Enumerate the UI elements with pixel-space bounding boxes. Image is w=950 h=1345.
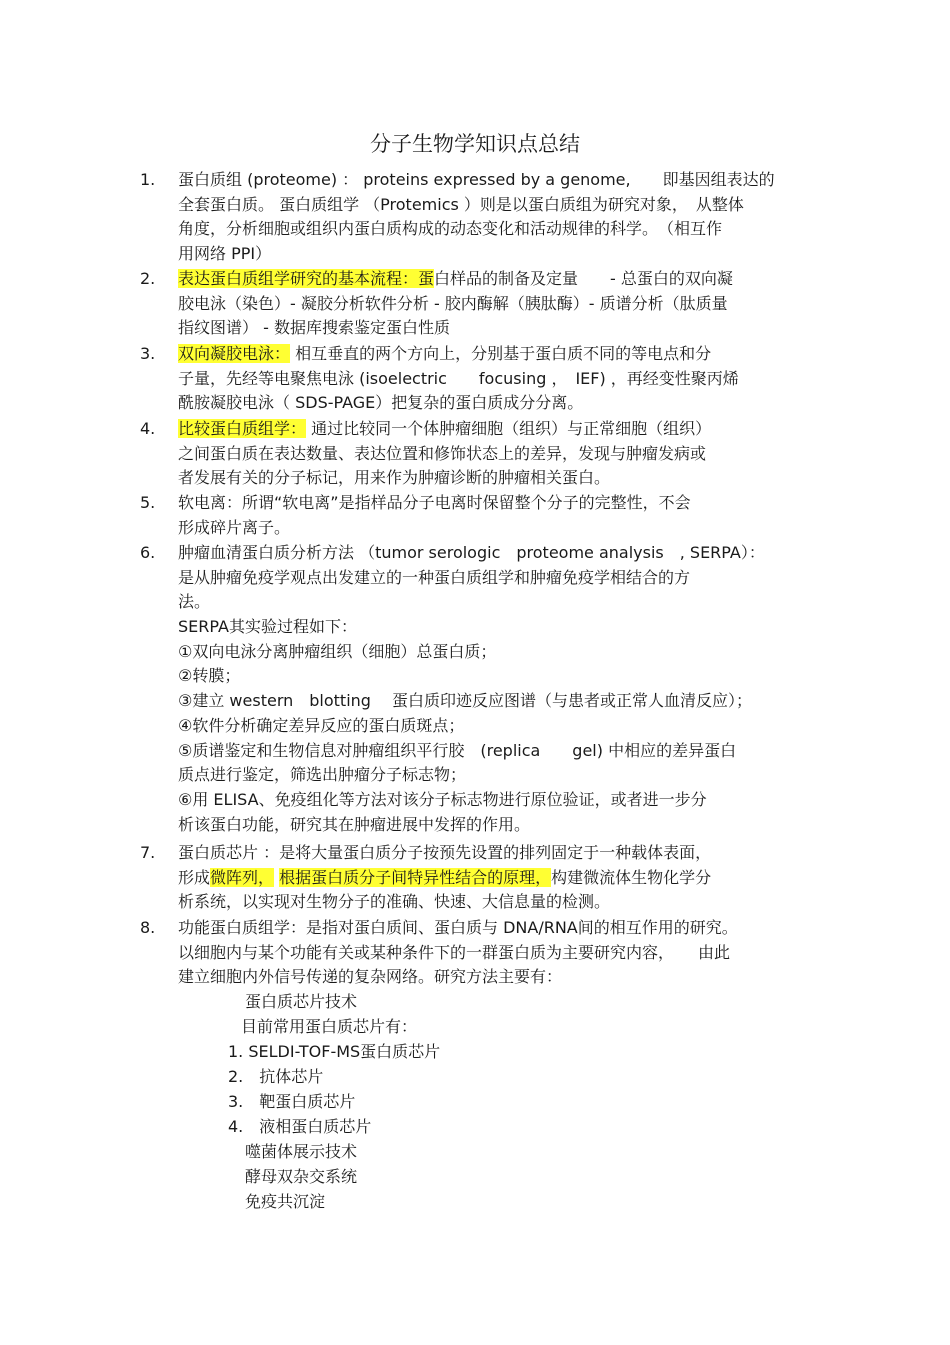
- text-run: 白样品的制备及定量 - 总蛋白的双向凝: [434, 269, 733, 288]
- text-line: 析系统，以实现对生物分子的准确、快速、大信息量的检测。: [178, 892, 611, 912]
- list-item: [140, 267, 820, 341]
- text-line: 角度，分析细胞或组织内蛋白质构成的动态变化和活动规律的科学。 （相互作: [178, 219, 723, 239]
- item-number: 2.: [140, 269, 156, 288]
- highlighted-term: 根据蛋白质分子间特异性结合的原理，: [279, 867, 552, 887]
- chip-item: 1. SELDI-TOF-MS蛋白质芯片: [228, 1042, 441, 1061]
- item-number: 4.: [140, 419, 156, 438]
- text-line: 蛋白质芯片 ：是将大量蛋白质分子按预先设置的排列固定于一种载体表面，: [178, 843, 712, 862]
- text-line: ④软件分析确定差异反应的蛋白质斑点；: [178, 715, 465, 735]
- text-line: 指纹图谱） - 数据库搜索鉴定蛋白性质: [178, 318, 450, 338]
- text-line: 者发展有关的分子标记，用来作为肿瘤诊断的肿瘤相关蛋白。: [178, 468, 611, 488]
- chip-item: 4. 液相蛋白质芯片: [228, 1117, 372, 1136]
- highlighted-term: 表达蛋白质组学研究的基本流程：蛋: [178, 269, 435, 288]
- text-line: 软电离：所谓“软电离”是指样品分子电离时保留整个分子的完整性，不会: [178, 493, 691, 512]
- text-line: 肿瘤血清蛋白质分析方法 （tumor serologic proteome analysis , SERPA）：: [178, 543, 765, 562]
- highlighted-term: 比较蛋白质组学：: [178, 419, 307, 438]
- list-item: [140, 541, 820, 837]
- list-item: [140, 168, 820, 267]
- text-line: ①双向电泳分离肿瘤组织（细胞）总蛋白质；: [178, 641, 497, 661]
- item-number: 3.: [140, 344, 156, 363]
- list-item: [140, 491, 820, 540]
- item-number: 8.: [140, 918, 156, 937]
- text-line: 功能蛋白质组学：是指对蛋白质间、蛋白质与 DNA/RNA间的相互作用的研究。: [178, 918, 738, 937]
- text-line: 法。: [178, 592, 211, 612]
- text-line: 酰胺凝胶电泳（ SDS-PAGE）把复杂的蛋白质成分分离。: [178, 393, 584, 413]
- method-common-chips: 目前常用蛋白质芯片有：: [241, 1017, 418, 1036]
- text-line: 蛋白质组 (proteome) ： proteins expressed by a genome, 即基因组表达的: [178, 170, 775, 189]
- list-item: [140, 417, 820, 491]
- text-line: ⑤质谱鉴定和生物信息对肿瘤组织平行胶 (replica gel) 中相应的差异蛋白: [178, 740, 737, 760]
- text-line: 建立细胞内外信号传递的复杂网络。研究方法主要有：: [178, 967, 563, 987]
- text-line: 之间蛋白质在表达数量、表达位置和修饰状态上的差异，发现与肿瘤发病或: [178, 443, 707, 463]
- text-run: 构建微流体生物化学分: [551, 867, 712, 887]
- text-line: 子量，先经等电聚焦电泳 (isoelectric focusing ， IEF) ，再经变性聚丙烯: [178, 368, 739, 388]
- text-line: ③建立 western blotting 蛋白质印迹反应图谱（与患者或正常人血清反应）；: [178, 691, 753, 711]
- text-line: ②转膜；: [178, 666, 241, 686]
- text-line: 形成碎片离子。: [178, 517, 291, 537]
- list-item: [140, 342, 820, 416]
- method-chip-tech: 蛋白质芯片技术: [245, 992, 358, 1011]
- text-run: 通过比较同一个体肿瘤细胞（组织）与正常细胞（组织）: [306, 419, 712, 438]
- item-number: 6.: [140, 543, 156, 562]
- text-line: 是从肿瘤免疫学观点出发建立的一种蛋白质组学和肿瘤免疫学相结合的方: [178, 567, 691, 587]
- item-number: 7.: [140, 843, 156, 862]
- method-item: 酵母双杂交系统: [245, 1167, 358, 1186]
- text-line: 以细胞内与某个功能有关或某种条件下的一群蛋白质为主要研究内容， 由此: [178, 942, 731, 962]
- method-item: 噬菌体展示技术: [245, 1142, 358, 1161]
- item-number: 1.: [140, 170, 156, 189]
- text-line: SERPA其实验过程如下：: [178, 617, 357, 637]
- text-line: 质点进行鉴定，筛选出肿瘤分子标志物；: [178, 765, 467, 785]
- text-line: ⑥用 ELISA、免疫组化等方法对该分子标志物进行原位验证，或者进一步分: [178, 789, 707, 809]
- text-line: 全套蛋白质。 蛋白质组学 （Protemics ）则是以蛋白质组为研究对象， 从整体: [178, 194, 744, 214]
- list-item: [140, 841, 820, 915]
- list-item: [140, 916, 820, 990]
- text-run: 形成: [178, 867, 211, 887]
- highlighted-term: 微阵列，: [210, 867, 275, 887]
- chip-item: 2. 抗体芯片: [228, 1067, 324, 1086]
- chip-item: 3. 靶蛋白质芯片: [228, 1092, 356, 1111]
- text-line: 胶电泳（染色）- 凝胶分析软件分析 - 胶内酶解（胰肽酶）- 质谱分析（肽质量: [178, 293, 728, 313]
- text-line: 用网络 PPI）: [178, 244, 272, 264]
- text-line: 析该蛋白功能，研究其在肿瘤进展中发挥的作用。: [178, 814, 531, 834]
- method-item: 免疫共沉淀: [245, 1192, 326, 1211]
- highlighted-term: 双向凝胶电泳：: [178, 344, 291, 363]
- text-run: 相互垂直的两个方向上，分别基于蛋白质不同的等电点和分: [290, 344, 712, 363]
- item-number: 5.: [140, 493, 156, 512]
- page-title: 分子生物学知识点总结: [370, 132, 580, 156]
